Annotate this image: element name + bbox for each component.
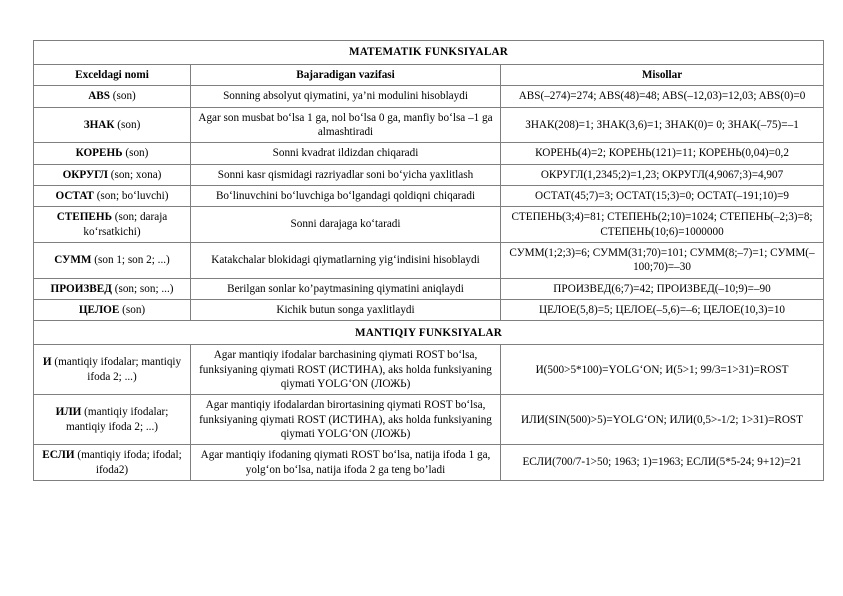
function-examples: ОСТАТ(45;7)=3; ОСТАТ(15;3)=0; ОСТАТ(–191;10)=9 xyxy=(501,185,824,206)
function-args: (son; daraja ko‘rsatkichi) xyxy=(83,211,168,238)
column-header-examples: Misollar xyxy=(501,65,824,86)
functions-table xyxy=(33,40,824,481)
function-name: ЗНАК xyxy=(83,118,115,131)
function-name-cell xyxy=(34,395,191,445)
function-examples: ПРОИЗВЕД(6;7)=42; ПРОИЗВЕД(–10;9)=–90 xyxy=(501,278,824,299)
function-name-cell xyxy=(34,299,191,320)
function-name: ЕСЛИ xyxy=(42,449,75,462)
function-args: (son) xyxy=(122,303,146,316)
function-name: СТЕПЕНЬ xyxy=(56,211,112,224)
function-examples: СУММ(1;2;3)=6; СУММ(31;70)=101; СУММ(8;–7)=1; СУММ(–100;70)=–30 xyxy=(501,242,824,278)
function-name: ОСТАТ xyxy=(55,189,94,202)
column-header-task: Bajaradigan vazifasi xyxy=(191,65,501,86)
function-name: ПРОИЗВЕД xyxy=(50,282,112,295)
function-name-cell xyxy=(34,143,191,164)
function-args: (mantiqiy ifodalar; mantiqiy ifoda 2; ...) xyxy=(54,356,182,383)
function-description: Sonni darajaga ko‘taradi xyxy=(191,207,501,243)
function-args: (mantiqiy ifodalar; mantiqiy ifoda 2; ...) xyxy=(66,406,169,433)
function-name-cell xyxy=(34,345,191,395)
table-row xyxy=(34,445,824,481)
function-examples: КОРЕНЬ(4)=2; КОРЕНЬ(121)=11; КОРЕНЬ(0,04)=0,2 xyxy=(501,143,824,164)
function-description: Berilgan sonlar ko’paytmasining qiymatini aniqlaydi xyxy=(191,278,501,299)
function-description: Agar mantiqiy ifodalardan birortasining qiymati ROST bo‘lsa, funksiyaning qiymati ROST (ИСТИНА), aks holda funksiyaning qiymati YOLG‘ON (ЛОЖЬ) xyxy=(191,395,501,445)
function-description: Sonning absolyut qiymatini, ya’ni modulini hisoblaydi xyxy=(191,86,501,107)
table-row xyxy=(34,345,824,395)
table-row xyxy=(34,86,824,107)
function-examples: ОКРУГЛ(1,2345;2)=1,23; ОКРУГЛ(4,9067;3)=4,907 xyxy=(501,164,824,185)
function-description: Agar son musbat bo‘lsa 1 ga, nol bo‘lsa 0 ga, manfiy bo‘lsa –1 ga almashtiradi xyxy=(191,107,501,143)
function-name: И xyxy=(42,356,52,369)
function-name-cell xyxy=(34,278,191,299)
table-row xyxy=(34,207,824,243)
function-args: (son; bo‘luvchi) xyxy=(96,189,169,202)
function-name-cell xyxy=(34,207,191,243)
function-examples: ИЛИ(SIN(500)>5)=YOLG‘ON; ИЛИ(0,5>-1/2; 1>31)=ROST xyxy=(501,395,824,445)
function-name: КОРЕНЬ xyxy=(75,147,123,160)
function-name: ОКРУГЛ xyxy=(62,168,108,181)
function-examples: СТЕПЕНЬ(3;4)=81; СТЕПЕНЬ(2;10)=1024; СТЕПЕНЬ(–2;3)=8; СТЕПЕНЬ(10;6)=1000000 xyxy=(501,207,824,243)
function-description: Bo‘linuvchini bo‘luvchiga bo‘lgandagi qoldiqni chiqaradi xyxy=(191,185,501,206)
function-description: Agar mantiqiy ifodaning qiymati ROST bo‘lsa, natija ifoda 1 ga, yolg‘on bo‘lsa, natija ifoda 2 ga teng bo’ladi xyxy=(191,445,501,481)
function-description: Sonni kvadrat ildizdan chiqaradi xyxy=(191,143,501,164)
function-examples: ЕСЛИ(700/7-1>50; 1963; 1)=1963; ЕСЛИ(5*5-24; 9+12)=21 xyxy=(501,445,824,481)
function-name-cell xyxy=(34,445,191,481)
function-args: (mantiqiy ifoda; ifodal; ifoda2) xyxy=(77,449,182,476)
table-row xyxy=(34,164,824,185)
section-title-logic: MANTIQIY FUNKSIYALAR xyxy=(34,321,824,345)
function-name-cell xyxy=(34,164,191,185)
function-name: СУММ xyxy=(54,254,92,267)
function-args: (son) xyxy=(112,90,136,103)
table-row xyxy=(34,185,824,206)
table-row xyxy=(34,299,824,320)
function-name-cell xyxy=(34,242,191,278)
column-header-name: Exceldagi nomi xyxy=(34,65,191,86)
function-args: (son; son; ...) xyxy=(114,282,174,295)
table-row xyxy=(34,107,824,143)
function-description: Katakchalar blokidagi qiymatlarning yig‘indisini hisoblaydi xyxy=(191,242,501,278)
function-examples: ABS(–274)=274; ABS(48)=48; ABS(–12,03)=12,03; ABS(0)=0 xyxy=(501,86,824,107)
function-description: Agar mantiqiy ifodalar barchasining qiymati ROST bo‘lsa, funksiyaning qiymati ROST (ИСТИНА), aks holda funksiyaning qiymati YOLG‘ON (ЛОЖЬ) xyxy=(191,345,501,395)
function-name-cell xyxy=(34,86,191,107)
function-name-cell xyxy=(34,107,191,143)
functions-reference-sheet xyxy=(33,40,823,481)
function-examples: ЦЕЛОЕ(5,8)=5; ЦЕЛОЕ(–5,6)=–6; ЦЕЛОЕ(10,3)=10 xyxy=(501,299,824,320)
table-row xyxy=(34,143,824,164)
function-examples: ЗНАК(208)=1; ЗНАК(3,6)=1; ЗНАК(0)= 0; ЗНАК(–75)=–1 xyxy=(501,107,824,143)
column-header-row xyxy=(34,65,824,86)
function-description: Kichik butun songa yaxlitlaydi xyxy=(191,299,501,320)
function-args: (son) xyxy=(117,118,141,131)
function-examples: И(500>5*100)=YOLG‘ON; И(5>1; 99/3=1>31)=ROST xyxy=(501,345,824,395)
section-title-row-math xyxy=(34,41,824,65)
function-args: (son; xona) xyxy=(110,168,162,181)
table-row xyxy=(34,278,824,299)
function-args: (son 1; son 2; ...) xyxy=(94,254,170,267)
function-description: Sonni kasr qismidagi razriyadlar soni bo‘yicha yaxlitlash xyxy=(191,164,501,185)
function-name: ИЛИ xyxy=(55,406,82,419)
table-row xyxy=(34,242,824,278)
table-row xyxy=(34,395,824,445)
section-title-math: MATEMATIK FUNKSIYALAR xyxy=(34,41,824,65)
function-name: ЦЕЛОЕ xyxy=(78,303,120,316)
function-args: (son) xyxy=(125,147,149,160)
section-title-row-logic xyxy=(34,321,824,345)
function-name: ABS xyxy=(88,90,110,103)
function-name-cell xyxy=(34,185,191,206)
